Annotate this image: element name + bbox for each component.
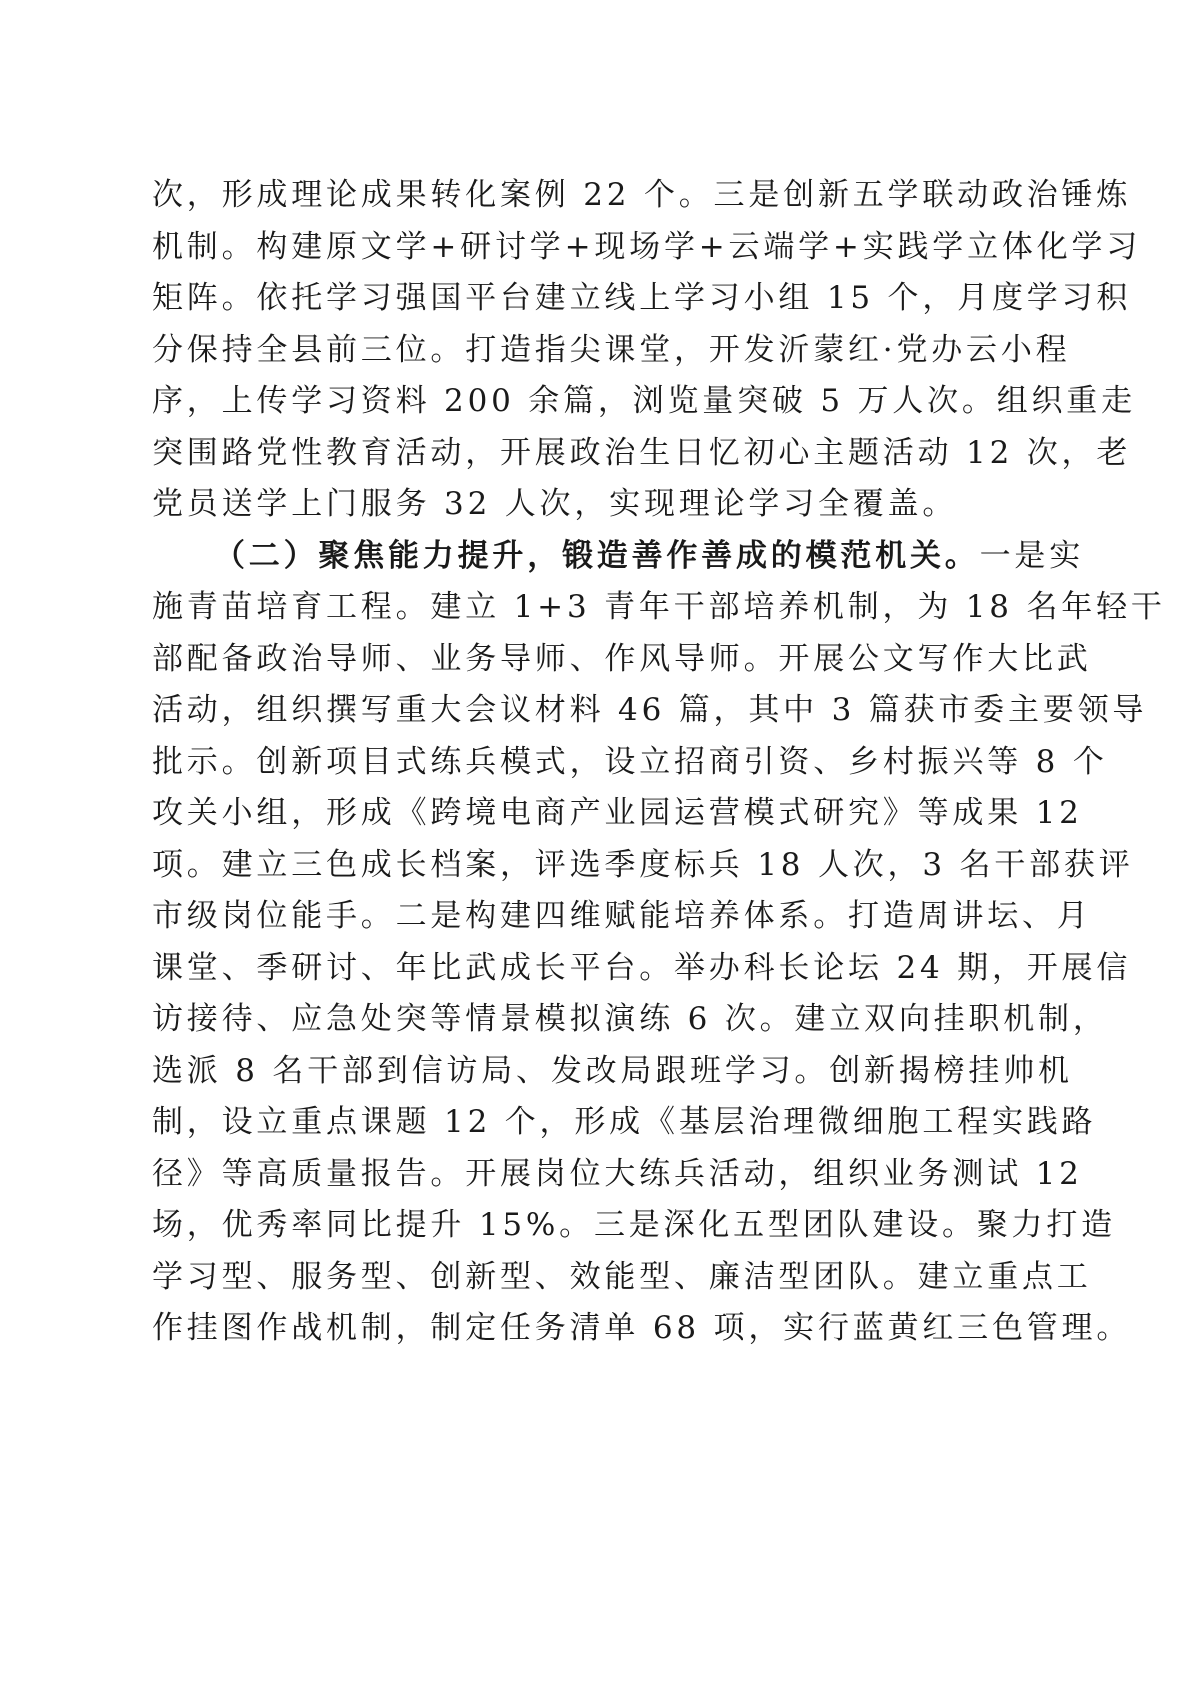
text-line: 部配备政治导师、业务导师、作风导师。开展公文写作大比武	[152, 640, 1092, 677]
text-line: 学习型、服务型、创新型、效能型、廉洁型团队。建立重点工	[152, 1258, 1092, 1295]
text-line: 作挂图作战机制，制定任务清单 68 项，实行蓝黄红三色管理。	[152, 1310, 1132, 1346]
text-line: 攻关小组，形成《跨境电商产业园运营模式研究》等成果 12	[152, 795, 1083, 831]
section-heading: （二）聚焦能力提升，锻造善作善成的模范机关。	[214, 537, 980, 574]
text-line: 选派 8 名干部到信访局、发改局跟班学习。创新揭榜挂帅机	[152, 1052, 1073, 1089]
text-line: 制，设立重点课题 12 个，形成《基层治理微细胞工程实践路	[152, 1104, 1097, 1140]
text-line: 序，上传学习资料 200 余篇，浏览量突破 5 万人次。组织重走	[152, 383, 1136, 419]
text-line: 机制。构建原文学+研讨学+现场学+云端学+实践学立体化学习	[152, 228, 1142, 265]
text-line: 项。建立三色成长档案，评选季度标兵 18 人次，3 名干部获评	[152, 846, 1134, 883]
text-line: 批示。创新项目式练兵模式，设立招商引资、乡村振兴等 8 个	[152, 743, 1108, 780]
text-line: 访接待、应急处突等情景模拟演练 6 次。建立双向挂职机制，	[152, 1001, 1108, 1037]
section-heading-line	[152, 531, 1085, 583]
body-text	[152, 170, 1166, 1355]
text-line: 次，形成理论成果转化案例 22 个。三是创新五学联动政治锤炼	[152, 177, 1132, 213]
text-run: 一是实	[979, 537, 1085, 574]
text-line: 分保持全县前三位。打造指尖课堂，开发沂蒙红·党办云小程	[152, 331, 1071, 368]
text-line: 施青苗培育工程。建立 1+3 青年干部培养机制，为 18 名年轻干	[152, 589, 1166, 625]
text-line: 突围路党性教育活动，开展政治生日忆初心主题活动 12 次，老	[152, 434, 1132, 471]
text-line: 场，优秀率同比提升 15%。三是深化五型团队建设。聚力打造	[152, 1207, 1116, 1243]
text-line: 党员送学上门服务 32 人次，实现理论学习全覆盖。	[152, 486, 958, 522]
text-line: 矩阵。依托学习强国平台建立线上学习小组 15 个，月度学习积	[152, 280, 1132, 316]
text-line: 活动，组织撰写重大会议材料 46 篇，其中 3 篇获市委主要领导	[152, 692, 1148, 728]
text-line: 径》等高质量报告。开展岗位大练兵活动，组织业务测试 12	[152, 1155, 1083, 1192]
text-line: 市级岗位能手。二是构建四维赋能培养体系。打造周讲坛、月	[152, 898, 1092, 934]
text-line: 课堂、季研讨、年比武成长平台。举办科长论坛 24 期，开展信	[152, 949, 1132, 986]
